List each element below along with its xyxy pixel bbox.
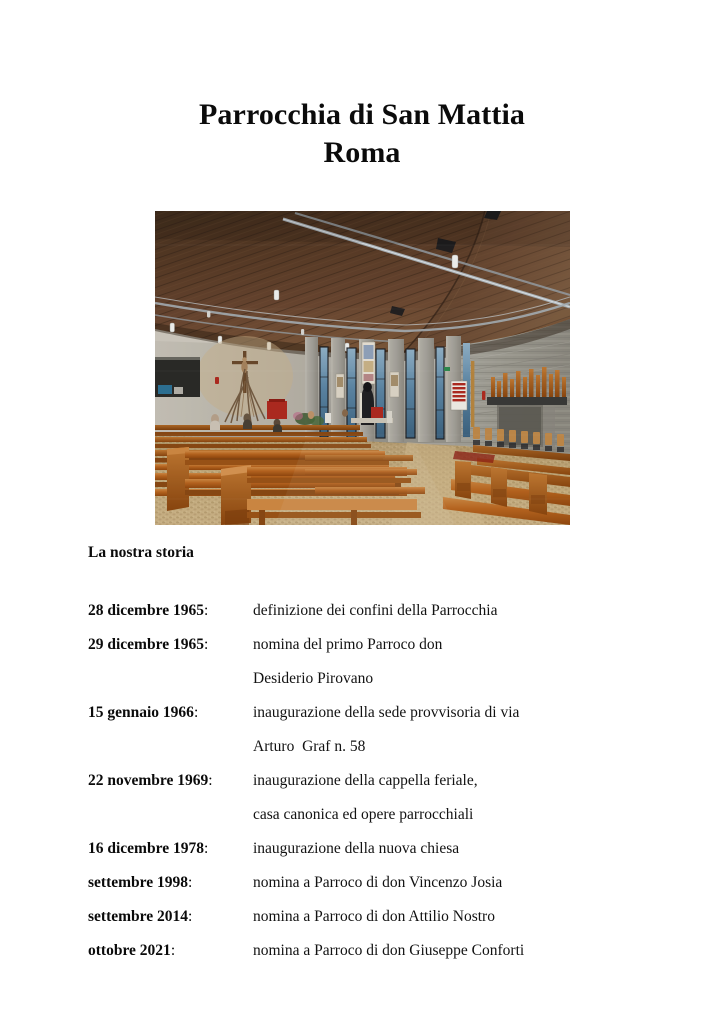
timeline-entry (88, 866, 688, 900)
timeline-entry-separator: : (203, 840, 209, 857)
timeline-entry (88, 628, 688, 696)
timeline-entry-date: 22 novembre 1969: (88, 772, 213, 789)
timeline-entry-separator: : (208, 772, 213, 789)
church-interior-illustration (155, 211, 570, 525)
timeline-entry-main (88, 628, 688, 662)
timeline-entry-separator: : (203, 602, 209, 619)
timeline-entry-description: inaugurazione della sede provvisoria di via (253, 704, 520, 721)
timeline-entry-date: 28 dicembre 1965: (88, 602, 209, 619)
history-timeline (88, 594, 688, 968)
timeline-entry-main (88, 594, 688, 628)
timeline-entry-continuation: Desiderio Pirovano (253, 670, 374, 687)
timeline-entry-main (88, 900, 688, 934)
timeline-entry-description: definizione dei confini della Parrocchia (253, 602, 498, 619)
timeline-entry-continuation-row (88, 798, 688, 832)
page-title (0, 96, 724, 172)
timeline-entry-separator: : (193, 704, 199, 721)
timeline-entry-main (88, 832, 688, 866)
timeline-entry-description: nomina a Parroco di don Giuseppe Conforti (253, 942, 525, 959)
timeline-entry-description: inaugurazione della cappella feriale, (253, 772, 478, 789)
timeline-entry-date: settembre 2014: (88, 908, 193, 925)
timeline-entry-description: nomina a Parroco di don Attilio Nostro (253, 908, 495, 925)
timeline-entry-separator: : (188, 908, 193, 925)
history-section-heading: La nostra storia (88, 544, 194, 561)
timeline-entry (88, 594, 688, 628)
timeline-entry-separator: : (170, 942, 176, 959)
church-interior-photo (155, 211, 570, 525)
timeline-entry-date: 29 dicembre 1965: (88, 636, 209, 653)
timeline-entry-main (88, 934, 688, 968)
timeline-entry-separator: : (203, 636, 209, 653)
timeline-entry (88, 696, 688, 764)
timeline-entry-main (88, 764, 688, 798)
timeline-entry-continuation-row (88, 662, 688, 696)
timeline-entry-continuation: casa canonica ed opere parrocchiali (253, 806, 474, 823)
timeline-entry-description: nomina del primo Parroco don (253, 636, 443, 653)
timeline-entry-description: inaugurazione della nuova chiesa (253, 840, 460, 857)
timeline-entry-date: ottobre 2021: (88, 942, 176, 959)
timeline-entry (88, 900, 688, 934)
timeline-entry (88, 764, 688, 832)
timeline-entry-continuation-row (88, 730, 688, 764)
title-line-2: Roma (323, 136, 401, 169)
timeline-entry-date: 15 gennaio 1966: (88, 704, 199, 721)
timeline-entry-date: 16 dicembre 1978: (88, 840, 209, 857)
timeline-entry-separator: : (188, 874, 193, 891)
timeline-entry-main (88, 696, 688, 730)
timeline-entry-description: nomina a Parroco di don Vincenzo Josia (253, 874, 503, 891)
timeline-entry-date: settembre 1998: (88, 874, 193, 891)
timeline-entry (88, 934, 688, 968)
title-line-1: Parrocchia di San Mattia (199, 98, 525, 131)
timeline-entry-continuation: Arturo Graf n. 58 (253, 738, 366, 755)
timeline-entry-main (88, 866, 688, 900)
timeline-entry (88, 832, 688, 866)
